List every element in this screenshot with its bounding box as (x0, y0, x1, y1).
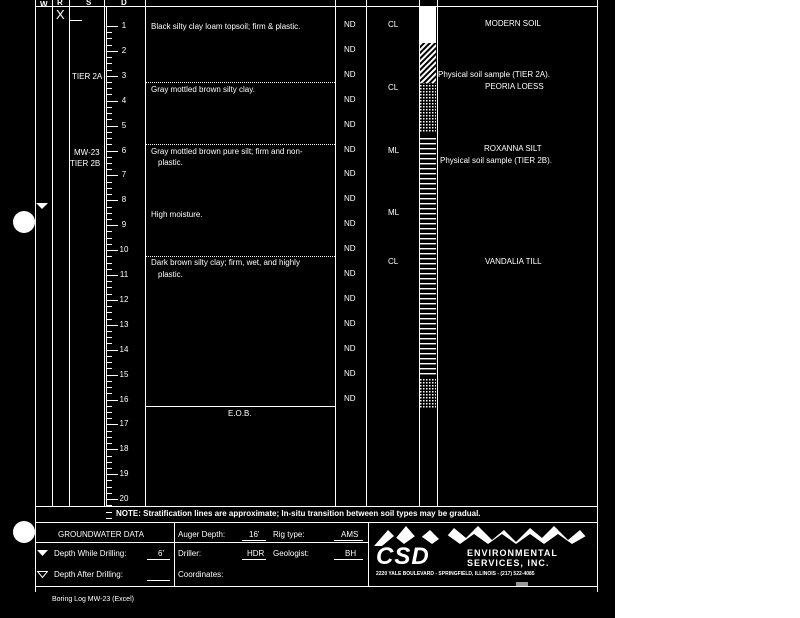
depth-tick-major (106, 474, 118, 475)
depth-tick-minor (106, 188, 112, 189)
page-number-mark (516, 582, 528, 587)
depth-tick-major (106, 200, 118, 201)
rig-type-value: AMS (341, 530, 359, 539)
depth-tick-major (106, 76, 118, 77)
header-recovery: R (57, 0, 63, 7)
auger-depth-label: Auger Depth: (178, 530, 226, 539)
auger-depth-value: 16' (249, 530, 260, 539)
pid-reading: ND (344, 69, 356, 79)
depth-tick-label: 17 (119, 419, 129, 429)
depth-tick-minor (106, 487, 112, 488)
depth-tick-label: 19 (119, 469, 129, 479)
depth-tick-major (106, 325, 118, 326)
depth-tick-minor (106, 182, 112, 183)
pid-reading: ND (344, 20, 356, 29)
depth-tick-major (106, 375, 118, 376)
depth-tick-label: 1 (121, 21, 127, 30)
desc-high-moisture: High moisture. (151, 210, 203, 219)
depth-tick-minor (106, 393, 112, 394)
desc-dark-clay: Dark brown silty clay; firm, wet, and highly (151, 258, 300, 267)
stratification-note: NOTE: Stratification lines are approximate; In-situ transition between soil types may be gradual. (116, 509, 481, 518)
binder-hole-bottom (13, 521, 35, 543)
depth-tick-major (106, 499, 118, 500)
depth-tick-minor (106, 132, 112, 133)
depth-tick-minor (106, 287, 112, 288)
depth-tick-major (106, 424, 118, 425)
depth-tick-minor (106, 343, 112, 344)
depth-tick-minor (106, 418, 112, 419)
sample-tier-2b: TIER 2B (70, 159, 101, 168)
company-abbr: CSD (376, 543, 430, 570)
sample-note-tier-2b: Physical soil sample (TIER 2B). (440, 156, 553, 165)
sample-note-tier-2a: Physical soil sample (TIER 2A). (438, 70, 551, 79)
depth-tick-label: 12 (119, 294, 129, 304)
depth-tick-major (106, 275, 118, 276)
depth-tick-major (106, 126, 118, 127)
depth-tick-minor (106, 113, 112, 114)
formation-roxanna-silt: ROXANNA SILT (484, 144, 542, 153)
depth-tick-label: 2 (121, 45, 127, 55)
depth-tick-minor (106, 362, 112, 363)
depth-tick-minor (106, 207, 112, 208)
formation-peoria-loess: PEORIA LOESS (485, 82, 544, 91)
depth-tick-minor (106, 312, 112, 313)
depth-tick-minor (106, 213, 112, 214)
depth-tick-label: 5 (121, 120, 127, 130)
geologist-value: BH (345, 549, 357, 558)
depth-tick-minor (106, 406, 112, 407)
driller-label: Driller: (178, 549, 202, 558)
depth-tick-minor (106, 32, 112, 33)
depth-tick-label: 14 (119, 344, 129, 354)
pid-reading: ND (344, 318, 356, 328)
depth-tick-major (106, 26, 118, 27)
depth-tick-minor (106, 381, 112, 382)
depth-tick-minor (106, 319, 112, 320)
depth-tick-minor (106, 57, 112, 58)
depth-tick-minor (106, 437, 112, 438)
company-address: 2220 YALE BOULEVARD - SPRINGFIELD, ILLINOIS - (217) 522-4085 (376, 571, 535, 577)
pid-reading: ND (344, 219, 356, 229)
pid-reading: ND (344, 144, 356, 154)
depth-tick-minor (106, 387, 112, 388)
depth-tick-major (106, 449, 118, 450)
sample-mw-23: MW-23 (74, 148, 100, 157)
depth-tick-major (106, 400, 118, 401)
depth-tick-label: 9 (121, 220, 127, 230)
water-while-drilling-icon (37, 550, 48, 557)
depth-tick-label: 10 (119, 245, 129, 255)
depth-tick-label: 4 (121, 95, 127, 105)
desc-topsoil: Black silty clay loam topsoil; firm & plastic. (151, 22, 301, 31)
depth-tick-minor (106, 219, 112, 220)
depth-tick-minor (106, 107, 112, 108)
formation-modern-soil: MODERN SOIL (485, 19, 542, 28)
depth-tick-label: 7 (121, 170, 127, 180)
depth-tick-major (106, 250, 118, 251)
uscs-3: ML (388, 146, 400, 155)
depth-tick-label: 18 (119, 444, 129, 454)
depth-tick-label: 15 (119, 369, 129, 379)
uscs-1: CL (388, 20, 399, 29)
depth-tick-minor (106, 94, 112, 95)
depth-tick-minor (106, 269, 112, 270)
pid-reading: ND (344, 94, 356, 104)
file-label: Boring Log MW-23 (Excel) (52, 596, 134, 603)
depth-tick-minor (106, 38, 112, 39)
depth-tick-minor (106, 263, 112, 264)
depth-tick-minor (106, 443, 112, 444)
while-drilling-value: 6' (158, 549, 164, 558)
water-level-icon (36, 203, 48, 211)
depth-tick-minor (106, 144, 112, 145)
depth-tick-minor (106, 431, 112, 432)
depth-tick-label: 8 (121, 195, 127, 205)
depth-tick-minor (106, 45, 112, 46)
coordinates-label: Coordinates: (178, 570, 224, 579)
depth-tick-minor (106, 331, 112, 332)
depth-tick-major (106, 350, 118, 351)
pid-reading: ND (344, 368, 356, 378)
desc-pure-silt-cont: plastic. (158, 158, 183, 167)
depth-tick-minor (106, 63, 112, 64)
pid-reading: ND (344, 293, 356, 303)
depth-tick-minor (106, 462, 112, 463)
company-name-line2: SERVICES, INC. (467, 558, 550, 568)
depth-tick-minor (106, 337, 112, 338)
pid-reading: ND (344, 194, 356, 204)
driller-value: HDR (247, 549, 265, 558)
depth-tick-major (106, 225, 118, 226)
depth-tick-minor (106, 138, 112, 139)
depth-tick-minor (106, 194, 112, 195)
depth-tick-minor (106, 493, 112, 494)
uscs-4: ML (388, 208, 400, 217)
depth-tick-minor (106, 518, 112, 519)
pid-reading: ND (344, 244, 356, 254)
depth-tick-minor (106, 231, 112, 232)
company-name-line1: ENVIRONMENTAL (467, 548, 558, 558)
depth-tick-major (106, 175, 118, 176)
pid-reading: ND (344, 44, 356, 54)
header-depth: D (121, 0, 127, 7)
pid-reading: ND (344, 393, 356, 403)
header-well: W (40, 0, 48, 9)
uscs-2: CL (388, 83, 399, 92)
groundwater-title: GROUNDWATER DATA (58, 530, 144, 539)
while-drilling-label: Depth While Drilling: (54, 549, 127, 558)
depth-tick-minor (106, 119, 112, 120)
depth-tick-minor (106, 480, 112, 481)
desc-pure-silt: Gray mottled brown pure silt; firm and non- (151, 147, 303, 156)
formation-vandalia-till: VANDALIA TILL (485, 257, 542, 266)
depth-tick-minor (106, 456, 112, 457)
depth-tick-major (106, 151, 118, 152)
depth-tick-minor (106, 70, 112, 71)
depth-tick-label: 13 (119, 319, 129, 329)
desc-dark-clay-cont: plastic. (158, 270, 183, 279)
depth-tick-label: 6 (121, 145, 127, 155)
water-after-drilling-icon (37, 571, 48, 579)
header-sample: S (86, 0, 92, 7)
depth-tick-minor (106, 468, 112, 469)
depth-tick-minor (106, 238, 112, 239)
end-of-boring: E.O.B. (228, 409, 252, 418)
depth-tick-minor (106, 412, 112, 413)
recovery-x-mark: X (56, 7, 65, 22)
geologist-label: Geologist: (273, 549, 310, 558)
graphic-log-white (420, 7, 436, 43)
depth-tick-minor (106, 169, 112, 170)
uscs-5: CL (388, 257, 399, 266)
depth-tick-label: 11 (119, 270, 129, 279)
depth-tick-minor (106, 256, 112, 257)
desc-silty-clay: Gray mottled brown silty clay. (151, 85, 255, 94)
depth-tick-minor (106, 244, 112, 245)
depth-tick-label: 20 (119, 494, 129, 504)
sample-tier-2a: TIER 2A (72, 72, 103, 81)
depth-tick-label: 3 (121, 70, 127, 80)
depth-tick-label: 16 (119, 394, 129, 404)
depth-tick-minor (106, 163, 112, 164)
x-mark-box (69, 8, 82, 21)
depth-tick-minor (106, 88, 112, 89)
pid-reading: ND (344, 343, 356, 353)
graphic-log-pattern (420, 43, 436, 408)
rig-type-label: Rig type: (273, 530, 305, 539)
pid-reading: ND (344, 269, 356, 278)
depth-tick-minor (106, 82, 112, 83)
depth-tick-minor (106, 294, 112, 295)
depth-tick-minor (106, 356, 112, 357)
depth-tick-minor (106, 306, 112, 307)
depth-tick-major (106, 51, 118, 52)
depth-tick-minor (106, 512, 112, 513)
depth-tick-minor (106, 157, 112, 158)
after-drilling-label: Depth After Drilling: (54, 570, 123, 579)
depth-tick-minor (106, 281, 112, 282)
pid-reading: ND (344, 169, 356, 179)
depth-tick-major (106, 300, 118, 301)
pid-reading: ND (344, 119, 356, 129)
binder-hole-top (13, 211, 35, 233)
depth-tick-minor (106, 368, 112, 369)
depth-tick-major (106, 101, 118, 102)
